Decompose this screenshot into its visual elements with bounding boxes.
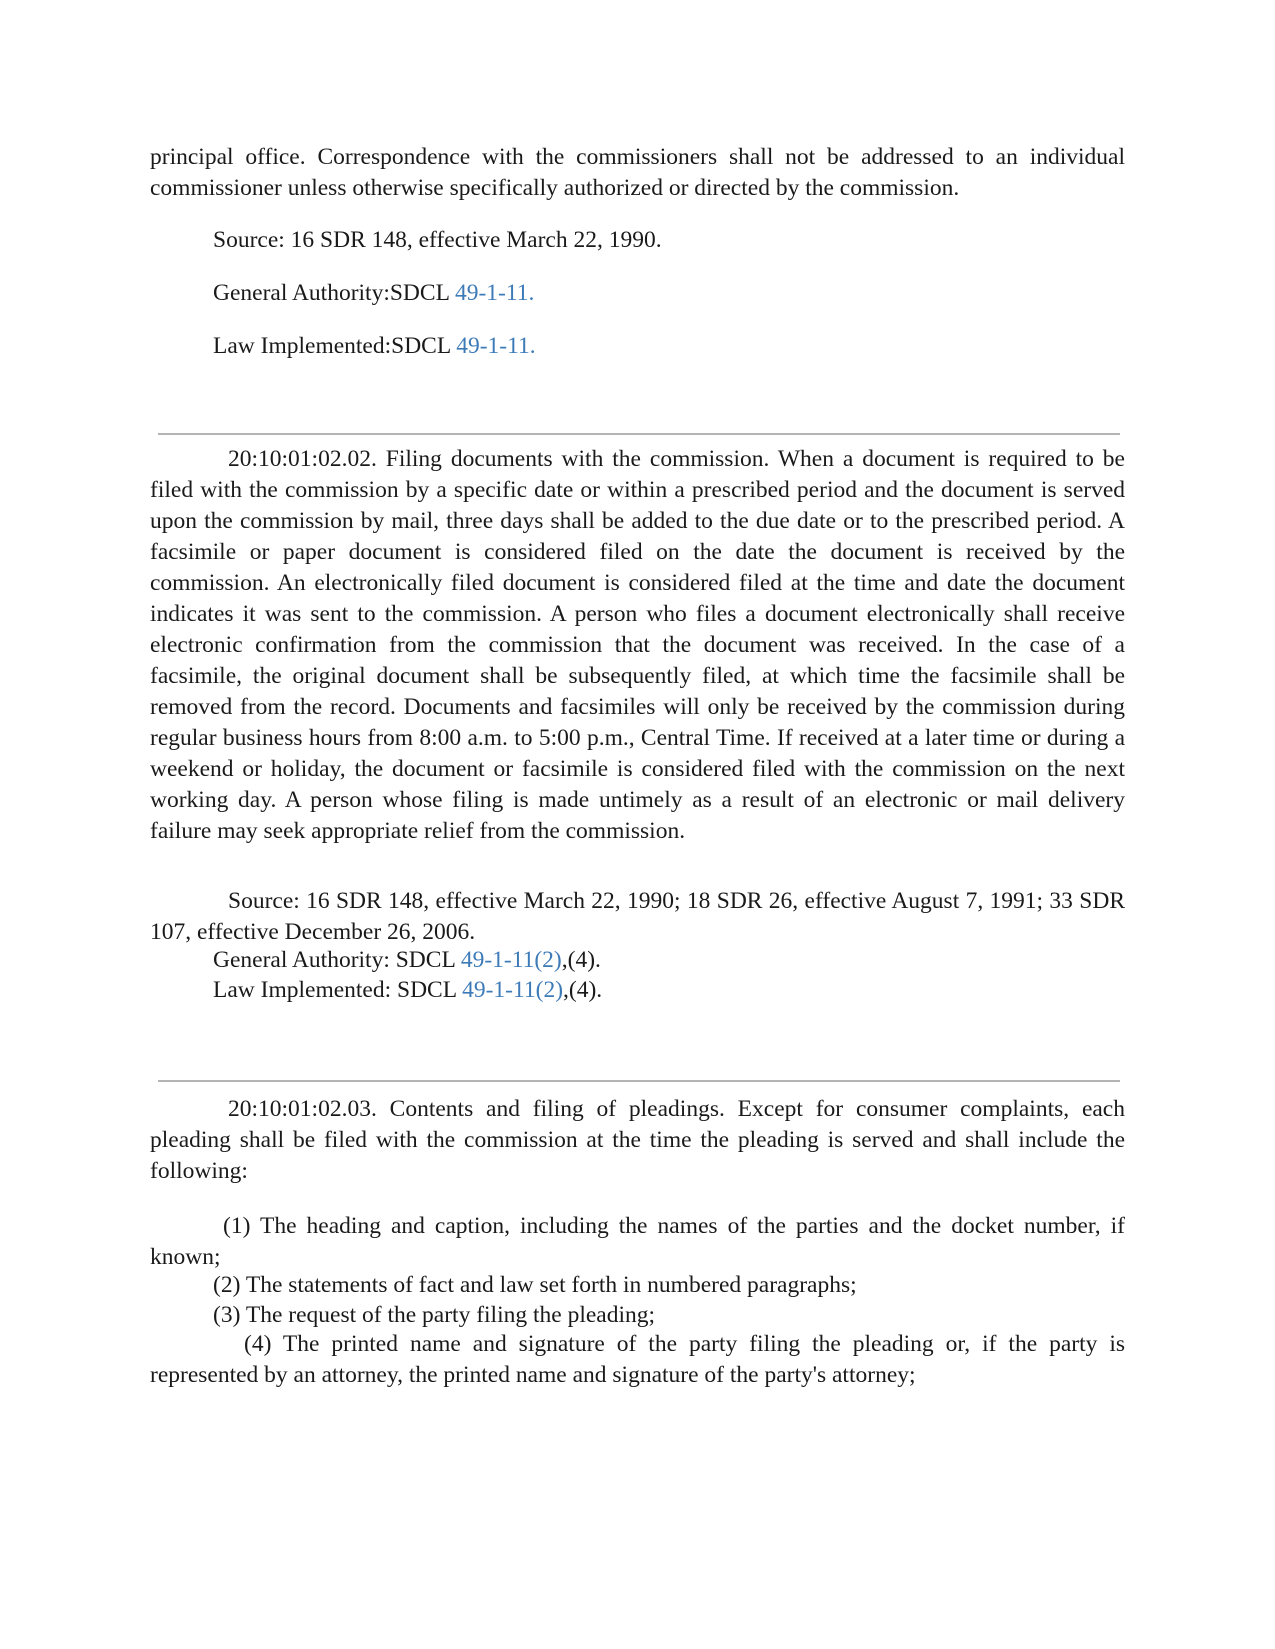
list-item-1: (1) The heading and caption, including the names of the parties and the docket number, if known; [150, 1213, 1125, 1270]
source-note-1: Source: 16 SDR 148, effective March 22, 1990. [213, 227, 662, 253]
sdcl-link[interactable]: 49-1-11. [456, 333, 536, 359]
intro-paragraph: principal office. Correspondence with the commissioners shall not be addressed to an individual commissioner unless otherwise specifically authorized or directed by the commission. [150, 144, 1125, 201]
section-divider [158, 1080, 1120, 1082]
law-implemented-2 [0, 975, 1275, 1006]
section-0202-body: 20:10:01:02.02. Filing documents with the commission. When a document is required to be filed with the commission by a specific date or within a prescribed period and the document is served upon the commission by mail, three days shall be added to the due date or to the prescribed period. A facsimile or paper document is considered filed on the date the document is received by the commission. An electronically filed document is considered filed at the time and date the document indicates it was sent to the commission. A person who files a document electronically shall receive electronic confirmation from the commission that the document was received. In the case of a facsimile, the original document shall be subsequently filed, at which time the facsimile shall be removed from the record. Documents and facsimiles will only be received by the commission during regular business hours from 8:00 a.m. to 5:00 p.m., Central Time. If received at a later time or during a weekend or holiday, the document or facsimile is considered filed with the commission on the next working day. A person whose filing is made untimely as a result of an electronic or mail delivery failure may seek appropriate relief from the commission. [150, 446, 1125, 844]
general-authority-label: General Authority: SDCL [213, 947, 461, 973]
sdcl-link[interactable]: 49-1-11(2) [460, 947, 562, 973]
general-authority-1 [0, 278, 1275, 309]
list-item-4: (4) The printed name and signature of the party filing the pleading or, if the party is represented by an attorney, the printed name and signature of the party's attorney; [150, 1331, 1125, 1388]
law-implemented-label: Law Implemented: SDCL [213, 977, 463, 1003]
law-implemented-1 [0, 331, 1275, 362]
section-divider [158, 433, 1120, 435]
law-implemented-label: Law Implemented:SDCL [213, 333, 457, 359]
list-item-3: (3) The request of the party filing the pleading; [213, 1302, 656, 1328]
section-0203-body: 20:10:01:02.03. Contents and filing of pleadings. Except for consumer complaints, each pleading shall be filed with the commission at the time the pleading is served and shall include the following: [150, 1096, 1125, 1184]
source-note-2: Source: 16 SDR 148, effective March 22, 1990; 18 SDR 26, effective August 7, 1991; 33 SDR 107, effective December 26, 2006. [150, 888, 1125, 945]
sdcl-link[interactable]: 49-1-11. [454, 280, 535, 306]
general-authority-label: General Authority:SDCL [213, 280, 455, 306]
sdcl-link[interactable]: 49-1-11(2) [462, 977, 564, 1003]
general-authority-suffix: ,(4). [561, 947, 601, 973]
general-authority-2 [0, 945, 1275, 976]
law-implemented-suffix: ,(4). [563, 977, 603, 1003]
list-item-2: (2) The statements of fact and law set forth in numbered paragraphs; [213, 1272, 857, 1298]
